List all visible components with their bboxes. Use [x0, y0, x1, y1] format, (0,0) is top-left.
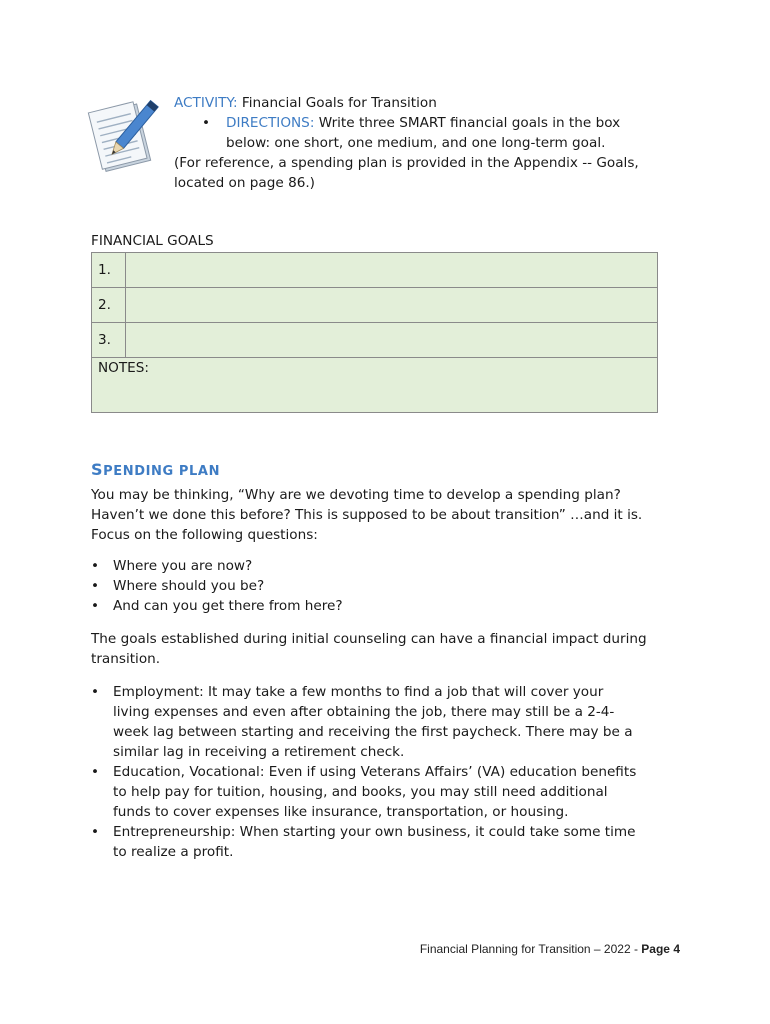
heading-rest: PENDING PLAN [103, 464, 221, 479]
goal-input-1[interactable] [126, 253, 658, 288]
financial-goals-table [91, 252, 658, 413]
bullet-icon: • [91, 578, 100, 594]
directions-label: DIRECTIONS: [226, 115, 315, 131]
list-item: • Entrepreneurship: When starting your own business, it could take some time to realize a profit. [91, 824, 636, 860]
goal-input-3[interactable] [126, 323, 658, 358]
notepad-pencil-icon [86, 94, 162, 174]
goals-paragraph [91, 629, 671, 669]
page-number: Page 4 [641, 942, 680, 956]
list-item: • Education, Vocational: Even if using Veterans Affairs’ (VA) education benefits to help pay for tuition, housing, and books, you may still need additional funds to cover expenses like insurance, transportation, or housing. [91, 764, 637, 820]
bullet-icon: • [91, 684, 100, 700]
goal-number: 3. [92, 323, 126, 358]
heading-initial: S [91, 460, 104, 479]
reference-text-2: located on page 86.) [174, 175, 315, 191]
intro-line-3: Focus on the following questions: [91, 527, 318, 543]
bullet-icon: • [91, 558, 100, 574]
list-item: • And can you get there from here? [91, 598, 343, 614]
directions-text-1: Write three SMART financial goals in the box [318, 115, 621, 131]
financial-goals-heading: FINANCIAL GOALS [91, 233, 214, 249]
activity-title: Financial Goals for Transition [241, 95, 437, 111]
directions-text-2: below: one short, one medium, and one long-term goal. [226, 135, 606, 151]
reference-text-1: (For reference, a spending plan is provided in the Appendix -- Goals, [174, 155, 639, 171]
goal-input-2[interactable] [126, 288, 658, 323]
goals-line-2: transition. [91, 651, 161, 667]
goal-number: 2. [92, 288, 126, 323]
activity-label: ACTIVITY: [174, 95, 238, 111]
intro-paragraph [91, 485, 671, 545]
activity-heading [174, 93, 674, 113]
notes-label: NOTES: [98, 360, 149, 376]
notes-field[interactable] [92, 358, 658, 413]
list-item: • Where should you be? [91, 578, 265, 594]
directions-item [174, 113, 674, 133]
goal-number: 1. [92, 253, 126, 288]
bullet-icon: • [91, 598, 100, 614]
notes-row [92, 358, 658, 413]
questions-list [91, 556, 671, 616]
goal-row [92, 253, 658, 288]
bullet-icon: • [202, 115, 211, 131]
page-footer [420, 942, 680, 956]
bullet-icon: • [91, 764, 100, 780]
intro-line-1: You may be thinking, “Why are we devoting time to develop a spending plan? [91, 487, 621, 503]
intro-line-2: Haven’t we done this before? This is supposed to be about transition” …and it is. [91, 507, 643, 523]
goal-row [92, 288, 658, 323]
goal-row [92, 323, 658, 358]
spending-plan-heading [91, 460, 220, 479]
list-item: • Employment: It may take a few months to find a job that will cover your living expenses and even after obtaining the job, there may still be a 2-4- week lag between starting and receiving the first paycheck. There may be a similar lag in receiving a retirement check. [91, 684, 633, 760]
bullet-icon: • [91, 824, 100, 840]
impacts-list [91, 682, 671, 862]
list-item: • Where you are now? [91, 558, 253, 574]
footer-text: Financial Planning for Transition – 2022 - [419, 942, 642, 956]
activity-block [174, 93, 674, 193]
goals-line-1: The goals established during initial counseling can have a financial impact during [91, 631, 647, 647]
